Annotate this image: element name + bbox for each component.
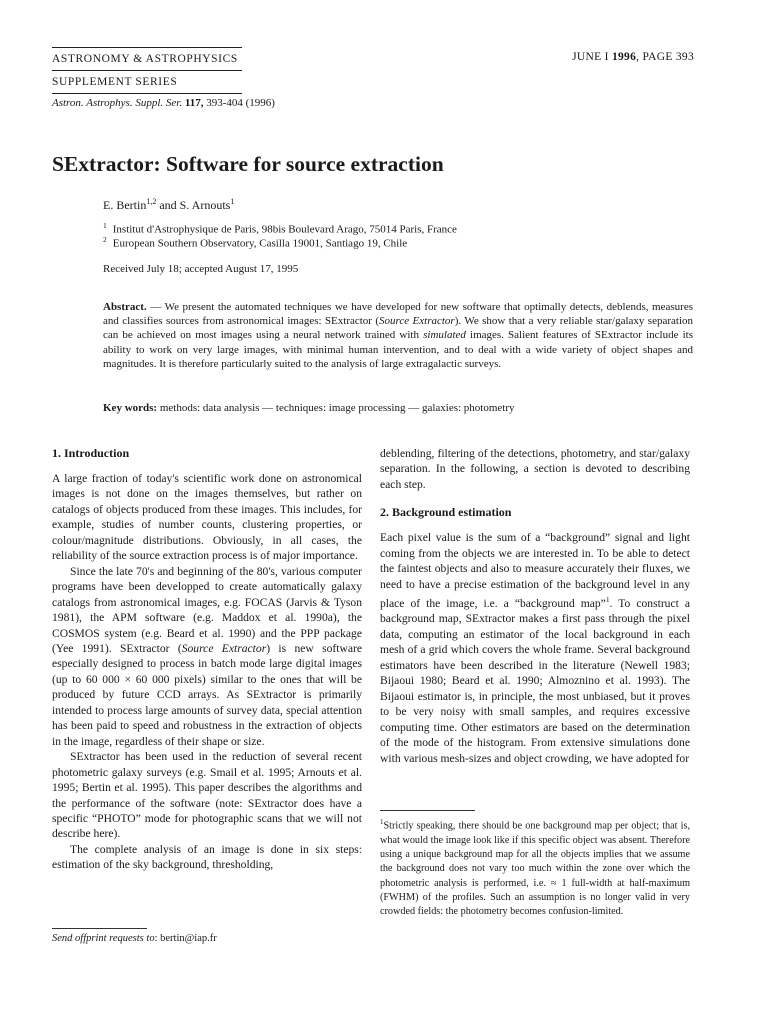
author-bertin-affil: 1,2 (146, 197, 157, 206)
offprint-label: Send offprint requests to (52, 933, 155, 944)
affiliation-1-number: 1 (103, 221, 107, 230)
abstract-italic-1: Source Extractor (379, 315, 455, 328)
right-column (380, 446, 690, 766)
affiliation-2-number: 2 (103, 235, 107, 244)
background-paragraph-1-text-a: Each pixel value is the sum of a “background” signal and light coming from the objects we are interested in. To be able to detect the faintest objects and also to measure accurately their fluxes, we need to have a precise estimation of the background level in any place of the image, i.e. a “background map” (380, 531, 690, 611)
abstract-dash: — (146, 301, 165, 313)
key-words-text: methods: data analysis — techniques: image processing — galaxies: photometry (157, 402, 515, 414)
abstract-text-2: ). We show that a very reliable star/galaxy separation can be achieved on most images using a neural network trained with (103, 315, 694, 342)
abstract-italic-2: simulated (423, 329, 466, 342)
section-heading-background: 2. Background estimation (380, 505, 512, 520)
author-list (103, 197, 234, 213)
issue-year: 1996 (611, 51, 637, 63)
key-words-label: Key words: (103, 402, 158, 414)
intro-paragraph-3: SExtractor has been used in the reduction of several recent photometric galaxy surveys (e.g. Smail et al. 1995; Arnouts et al. 1995; Bertin et al. 1995). This paper describes the algorithms and the performance of the software (note: SExtractor does have a specific “PHOTO” mode for photographic scans that we will not describe here). (52, 750, 362, 841)
paper-title: SExtractor: Software for source extraction (52, 152, 444, 176)
offprint-rule (52, 928, 147, 929)
footnote (380, 815, 690, 919)
intro-paragraph-2-text-b: ) is new software especially designed to process in batch mode large digital images (up to 60 000 × 60 000 pixels) similar to the ones that will be produced by future CCD arrays. As SExtractor is primarily intended to process large amounts of survey data, special attention has been paid to speed and robustness in the extraction of objects in the image, regardless of their shape or size. (52, 641, 362, 748)
intro-paragraph-2-italic: Source Extractor (181, 641, 267, 655)
intro-paragraph-2-text-a: Since the late 70's and beginning of the 80's, various computer programs have been developped to create automatically galaxy catalogs from astronomical images, e.g. FOCAS (Jarvis & Tyson 1981), the APM software (e.g. Maddox et al. 1990a), the COSMOS system (e.g. Beard et al. 1990) and the PPP package (Yee 1991). SExtractor ( (52, 564, 362, 655)
issue-page: , PAGE 393 (636, 51, 694, 63)
footnote-rule (380, 810, 475, 811)
left-column (52, 446, 362, 873)
abstract-text-1: We present the automated techniques we have developed for new software that optimally detects, deblends, measures and classifies sources from astronomical images: SExtractor ( (103, 301, 693, 328)
issue-dateline (572, 51, 694, 63)
received-dates: Received July 18; accepted August 17, 1995 (103, 263, 299, 275)
abstract-text-3: images. Salient features of SExtractor include its ability to work on very large images, with minimal human intervention, and to deal with a wide variety of object shapes and magnitudes. It is therefore particularly suited to the analysis of large extragalactic surveys. (103, 329, 693, 370)
background-paragraph-1-text-b: . To construct a background map, SExtractor makes a first pass through the pixel data, computing an estimator of the local background in each mesh of a grid which covers the whole frame. Several background estimators have been described in the literature (Newell 1983; Bijaoui 1980; Beard et al. 1990; Almoznino et al. 1993). The Bijaoui estimator is, in principle, the most unbiased, but it proves to be very noisy with small samples, and requires excessive computing time. Other estimators are based on the determination of the mode of the histogram. From extensive simulations done with various mesh-sizes and object crowding, we have adopted for (380, 597, 690, 765)
footnote-text: Strictly speaking, there should be one background map per object; that is, what would the image look like if this specific object was absent. Therefore using a unique background map for all the objects implies that we assume the background does not vary too much within the zone over which the photometric analysis is performed, i.e. ≈ 1 full-width at half-maximum (FWHM) of the profiles. Such an assumption is no longer valid in very crowded fields: the photometry becomes confusion-limited. (380, 820, 690, 918)
affiliation-1 (103, 221, 457, 236)
journal-masthead (52, 47, 242, 94)
affiliation-2-text: European Southern Observatory, Casilla 19001, Santiago 19, Chile (112, 237, 408, 250)
masthead-top-rule (52, 47, 242, 48)
offprint-request (52, 933, 217, 944)
author-arnouts: and S. Arnouts (156, 198, 231, 212)
citation-journal: Astron. Astrophys. Suppl. Ser. (52, 97, 183, 109)
section-heading-introduction: 1. Introduction (52, 446, 130, 460)
section-spacer (380, 492, 690, 505)
footnote-number: 1 (380, 818, 384, 826)
intro-paragraph-1: A large fraction of today's scientific work done on astronomical images is not done on the images themselves, but rather on catalogs of objects produced from these images. This includes, for example, studies of number counts, clustering properties, or colour/magnitude distributions. Obviously, in all cases, the reliability of the source extraction process is of major importance. (52, 472, 362, 563)
key-words (103, 402, 515, 414)
author-arnouts-affil: 1 (230, 197, 235, 206)
citation-volume: 117, (184, 97, 204, 109)
affiliation-1-text: Institut d'Astrophysique de Paris, 98bis Boulevard Arago, 75014 Paris, France (112, 223, 457, 236)
journal-series: SUPPLEMENT SERIES (52, 76, 178, 88)
intro-paragraph-4: The complete analysis of an image is done in six steps: estimation of the sky background, thresholding, (52, 842, 362, 872)
offprint-email: : bertin@iap.fr (154, 933, 217, 944)
citation (52, 97, 275, 109)
citation-pages: 393-404 (1996) (206, 97, 275, 109)
background-paragraph-1 (380, 530, 690, 766)
intro-paragraph-2 (52, 564, 362, 749)
issue-month: JUNE I (572, 51, 609, 63)
masthead-bottom-rule (52, 93, 242, 94)
author-bertin: E. Bertin (103, 198, 147, 212)
abstract-label: Abstract. (103, 301, 147, 313)
intro-paragraph-4-continued: deblending, filtering of the detections, photometry, and star/galaxy separation. In the following, a section is devoted to describing each step. (380, 447, 690, 491)
journal-name: ASTRONOMY & ASTROPHYSICS (52, 53, 238, 65)
abstract (103, 300, 693, 371)
footnote-marker: 1 (605, 595, 610, 605)
affiliation-2 (103, 235, 407, 250)
masthead-middle-rule (52, 70, 242, 71)
